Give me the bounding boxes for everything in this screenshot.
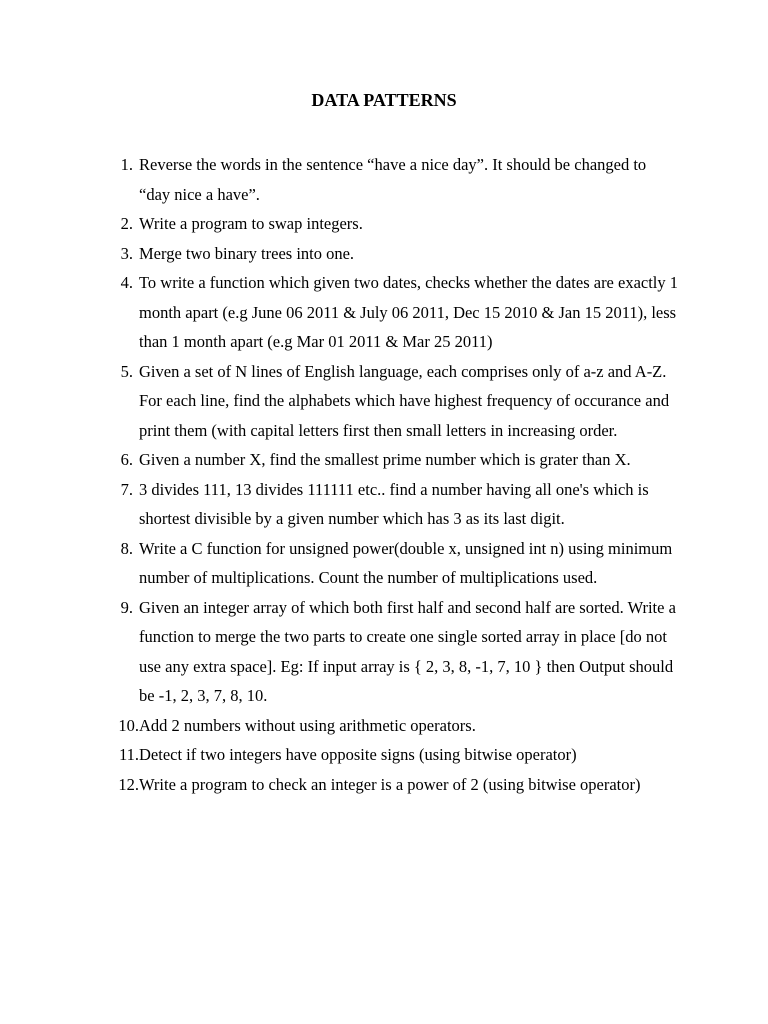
item-number: 8. bbox=[120, 538, 133, 558]
list-item-5 bbox=[0, 357, 768, 446]
item-text: To write a function which given two dates, checks whether the dates are exactly 1 month apart (e.g June 06 2011 & July 06 2011, Dec 15 2010 & Jan 15 2011), less than 1 month apart (e.g Mar 01 2011 & Mar 25 2011) bbox=[139, 273, 679, 351]
item-text: Given a set of N lines of English language, each comprises only of a-z and A-Z. For each line, find the alphabets which have highest frequency of occurance and print them (with capital letters first then small letters in increasing order. bbox=[139, 361, 670, 440]
item-number: 2. bbox=[120, 214, 133, 233]
item-text: 3 divides 111, 13 divides 111111 etc.. find a number having all one's which is shortest divisible by a given number which has 3 as its last digit. bbox=[139, 479, 649, 528]
item-number: 11. bbox=[118, 745, 139, 764]
item-text: Write a C function for unsigned power(double x, unsigned int n) using minimum number of multiplications. Count the number of multiplications used. bbox=[139, 538, 673, 587]
item-number: 6. bbox=[120, 450, 133, 469]
item-number: 5. bbox=[120, 361, 133, 381]
list-item-3 bbox=[0, 239, 768, 269]
item-number: 3. bbox=[120, 243, 133, 263]
item-text: Reverse the words in the sentence “have a nice day”. It should be changed to “day nice a have”. bbox=[139, 155, 647, 204]
list-item-10 bbox=[0, 711, 768, 741]
item-text: Given an integer array of which both first half and second half are sorted. Write a function to merge the two parts to create one single sorted array in place [do not use any extra space]. Eg: If input array is { 2, 3, 8, -1, 7, 10 } then Output should be -1, 2, 3, 7, 8, 10. bbox=[139, 597, 676, 705]
item-number: 7. bbox=[120, 479, 133, 499]
item-text: Merge two binary trees into one. bbox=[139, 243, 355, 263]
list-item-1 bbox=[0, 150, 768, 209]
item-number: 12. bbox=[118, 774, 139, 794]
item-text: Write a program to check an integer is a power of 2 (using bitwise operator) bbox=[139, 774, 641, 794]
item-text: Given a number X, find the smallest prime number which is grater than X. bbox=[139, 450, 631, 469]
list-item-6 bbox=[0, 445, 768, 475]
item-number: 4. bbox=[120, 273, 133, 292]
document-title: DATA PATTERNS bbox=[311, 90, 457, 110]
item-text: Write a program to swap integers. bbox=[139, 214, 363, 233]
list-item-9 bbox=[0, 593, 768, 711]
list-item-2 bbox=[0, 209, 768, 239]
item-number: 1. bbox=[120, 155, 133, 174]
list-item-11 bbox=[0, 740, 768, 770]
item-text: Add 2 numbers without using arithmetic operators. bbox=[139, 715, 476, 735]
list-item-8 bbox=[0, 534, 768, 593]
list-item-12 bbox=[0, 770, 768, 800]
item-number: 9. bbox=[120, 597, 133, 617]
list-item-7 bbox=[0, 475, 768, 534]
question-list bbox=[0, 150, 768, 799]
item-number: 10. bbox=[118, 715, 139, 735]
list-item-4 bbox=[0, 268, 768, 357]
item-text: Detect if two integers have opposite signs (using bitwise operator) bbox=[139, 745, 577, 764]
